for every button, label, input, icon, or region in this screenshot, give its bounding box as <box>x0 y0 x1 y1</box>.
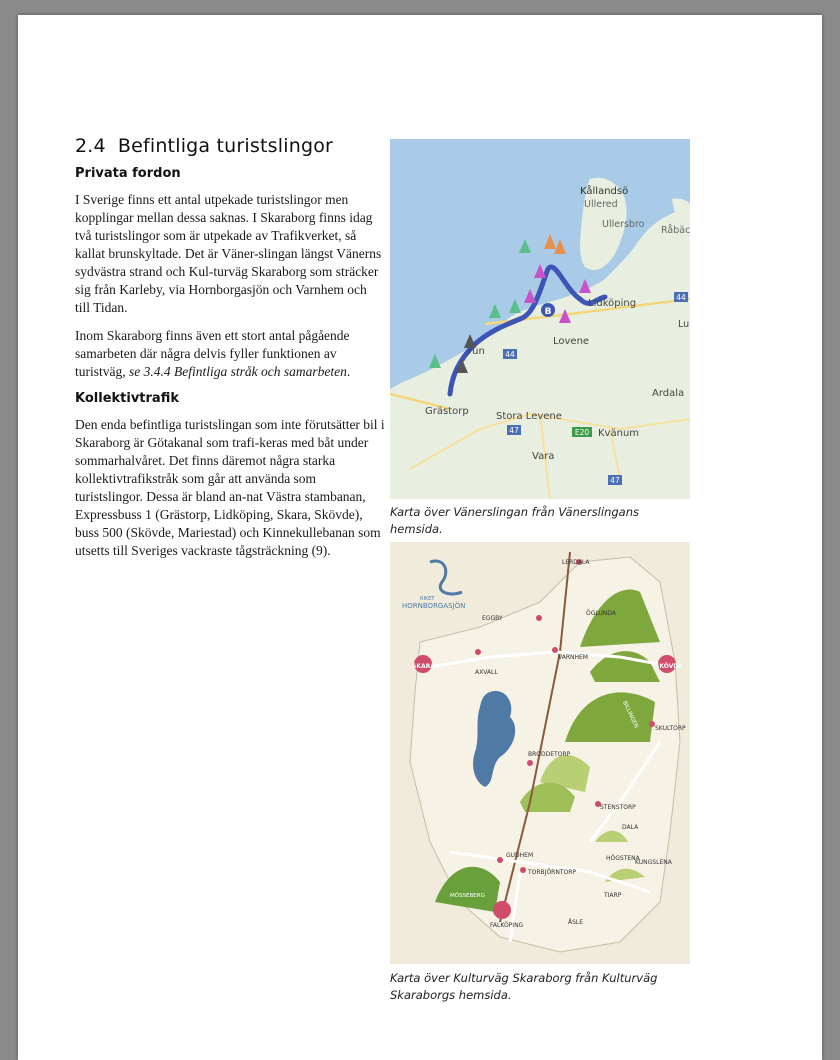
map2-label-dala: DALA <box>622 824 639 831</box>
cross-reference: se 3.4.4 Befintliga stråk och samarbeten <box>129 364 347 379</box>
map2-logo-small: RIKET <box>420 596 435 602</box>
subheading-privata-fordon: Privata fordon <box>75 166 181 181</box>
paragraph-kollektiv-1: Den enda befintliga turistslingan som inte förutsätter bil i Skaraborg är Götakanal som trafi-keras med båt under sommarhalvåret. Det finns däremot några starka kollektivtrafikstråk som går att använda som turistslingor. Dessa är bland an-nat Västra stambanan, Expressbuss 1 (Grästorp, Lidköping, Skara, Skövde), buss 500 (Skövde, Mariestad) och Kinnekullebanan som utsetts till Sveriges vackraste tågsträckning (9). <box>75 417 385 558</box>
map1-label-lidkoping: Lidköping <box>588 298 637 309</box>
map1-b-label: B <box>544 307 552 317</box>
map2-label-billingen: BILLINGEN <box>621 700 639 730</box>
section-number: 2.4 <box>75 135 106 157</box>
map1-label-vara: Vara <box>532 451 555 462</box>
map2-label-skultorp: SKULTORP <box>655 725 686 732</box>
paragraph-privata-2-text: Inom Skaraborg finns även ett stort antal pågående samarbeten där några delvis fyller funktionen av turistväg, <box>75 328 350 379</box>
map1-label-kallandso: Kållandsö <box>580 186 629 197</box>
map2-label-asle: ÅSLE <box>568 919 584 926</box>
kulturvag-map-svg <box>390 542 690 964</box>
map1-route-44b-label: 44 <box>505 350 515 359</box>
text-column <box>75 135 385 570</box>
map2-label-eggby: EGGBY <box>482 615 503 622</box>
map2-label-mosseberg: MÖSSEBERG <box>450 893 485 899</box>
map2-logo-text: HORNBORGASJÖN <box>402 602 466 610</box>
map2-label-kungslena: KUNGSLENA <box>635 859 672 866</box>
map1-label-run: run <box>468 346 485 357</box>
subheading-kollektivtrafik: Kollektivtrafik <box>75 391 179 406</box>
map2-label-axvall: AXVALL <box>475 669 498 676</box>
paragraph-privata-1: I Sverige finns ett antal utpekade turistslingor men kopplingar mellan dessa saknas. I Skaraborg finns idag två turistslingor som är utpekade av Trafikverket, så kallat brunskyltade. Det är Väner-slingan längst Vänerns sydvästra strand och Kul-turväg Skaraborg som sträcker sig från Karleby, via Hornborgasjön och Varnhem och till Tidan. <box>75 192 382 315</box>
paragraph-privata-2 <box>75 327 385 381</box>
map1-label-lu: Lu <box>678 319 690 330</box>
map2-label-stenstorp: STENSTORP <box>600 804 636 811</box>
map2-label-broddetorp: BRODDETORP <box>528 751 571 758</box>
map2-label-falkoping: FALKÖPING <box>490 922 524 929</box>
map1-label-ardala: Ardala <box>652 388 685 399</box>
map1-label-grastorp: Grästorp <box>425 406 469 417</box>
map1-label-rabac: Råbäc <box>661 225 690 236</box>
map1-label-lovene: Lovene <box>553 336 590 347</box>
paragraph-privata-2-end: . <box>346 364 351 379</box>
map2-label-torbjorntorp: TORBJÖRNTORP <box>528 869 576 876</box>
caption-vanerslingan: Karta över Vänerslingan från Vänerslingans hemsida. <box>390 505 639 536</box>
map2-label-hogstena: HÖGSTENA <box>606 855 640 862</box>
map2-label-oglunda: ÖGLUNDA <box>586 610 616 617</box>
vanerslingan-map <box>390 139 690 499</box>
map1-route-44-label: 44 <box>676 293 686 302</box>
map1-route-e20-label: E20 <box>574 428 590 437</box>
map1-label-kvanum: Kvänum <box>598 428 640 439</box>
map2-label-skovde: SKÖVDE <box>655 663 683 670</box>
map2-label-varnhem: VARNHEM <box>558 654 588 661</box>
map1-route-47b-label: 47 <box>610 476 620 485</box>
section-heading <box>75 135 385 157</box>
caption-kulturvag: Karta över Kulturväg Skaraborg från Kulturväg Skaraborgs hemsida. <box>390 971 658 1002</box>
map1-label-stora-levene: Stora Levene <box>496 411 562 422</box>
map1-route-47-label: 47 <box>509 426 519 435</box>
map2-label-skara: SKARA <box>412 663 435 670</box>
kulturvag-map <box>390 542 690 964</box>
section-title: Befintliga turistslingor <box>117 135 334 157</box>
vanerslingan-map-svg <box>390 139 690 499</box>
map2-label-lerdala: LERDALA <box>562 559 590 566</box>
map1-label-ullersbro: Ullersbro <box>602 219 645 230</box>
map2-label-tiarp: TIARP <box>604 892 622 899</box>
map2-label-gudhem: GUDHEM <box>506 852 534 859</box>
map1-label-ullered: Ullered <box>584 199 618 210</box>
